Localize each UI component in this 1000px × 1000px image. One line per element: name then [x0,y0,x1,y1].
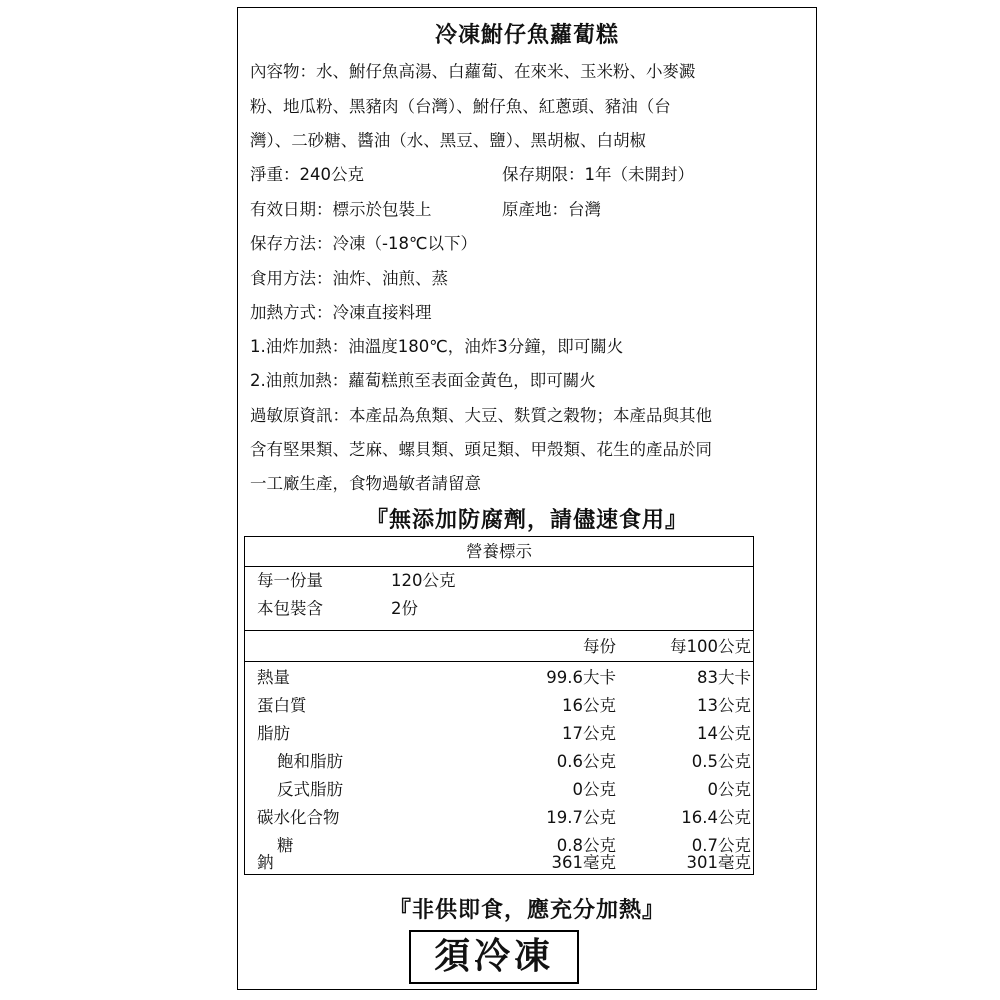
nutrient-name: 反式脂肪 [277,780,343,799]
nutrient-name: 蛋白質 [257,696,307,715]
nutrition-header: 營養標示 [245,537,753,567]
nutrient-per-serving: 19.7公克 [546,808,616,827]
per-100g-header: 每100公克 [670,637,751,656]
nutrient-per-100g: 301毫克 [686,853,751,872]
usage-method: 食用方法：油炸、油煎、蒸 [250,269,448,288]
nutrient-per-100g: 14公克 [697,724,751,743]
heating-method: 加熱方式：冷凍直接料理 [250,303,432,322]
servings-value: 2份 [391,599,418,618]
nutrition-table [244,536,754,875]
nutrient-per-serving: 361毫克 [551,853,616,872]
nutrient-per-100g: 83大卡 [697,668,751,687]
nutrient-row-trans-fat [245,776,753,804]
divider [245,630,753,631]
serving-size-row [245,567,753,595]
nutrient-per-serving: 0.6公克 [556,752,616,771]
nutrient-row-protein [245,692,753,720]
storage-method: 保存方法：冷凍（-18℃以下） [250,234,477,253]
nutrient-row-sodium [245,849,753,877]
product-label [237,7,817,990]
nutrient-name: 糖 [277,836,294,855]
serving-size-label: 每一份量 [257,571,323,590]
servings-label: 本包裝含 [257,599,323,618]
nutrient-per-serving: 17公克 [562,724,616,743]
no-preservative-slogan: 『無添加防腐劑，請儘速食用』 [365,508,688,533]
allergen-line-2: 含有堅果類、芝麻、螺貝類、頭足類、甲殼類、花生的產品於同 [250,440,712,459]
per-serving-header: 每份 [583,637,616,656]
nutrient-per-serving: 99.6大卡 [546,668,616,687]
allergen-line-3: 一工廠生產，食物過敏者請留意 [250,474,481,493]
nutrient-row-calories [245,664,753,692]
shelf-life: 保存期限：1年（未開封） [502,165,694,184]
keep-frozen-box: 須冷凍 [409,930,579,984]
nutrient-per-100g: 13公克 [697,696,751,715]
servings-row [245,595,753,623]
product-title: 冷凍鮒仔魚蘿蔔糕 [434,23,619,48]
divider [245,661,753,662]
column-header-row [245,633,753,661]
nutrient-name: 鈉 [257,853,274,872]
heat-before-eat-slogan: 『非供即食，應充分加熱』 [388,898,665,923]
nutrient-row-saturated-fat [245,748,753,776]
nutrient-per-serving: 0.8公克 [556,836,616,855]
ingredients-line-2: 粉、地瓜粉、黑豬肉（台灣）、鮒仔魚、紅蔥頭、豬油（台 [250,97,671,116]
ingredients-line-3: 灣）、二砂糖、醬油（水、黑豆、鹽）、黑胡椒、白胡椒 [250,131,646,150]
nutrient-per-100g: 16.4公克 [681,808,751,827]
nutrient-name: 脂肪 [257,724,290,743]
pan-fry-instruction: 2.油煎加熱：蘿蔔糕煎至表面金黃色，即可關火 [250,371,596,390]
nutrient-per-serving: 16公克 [562,696,616,715]
origin: 原產地：台灣 [502,200,601,219]
nutrient-row-carbohydrate [245,804,753,832]
frying-instruction: 1.油炸加熱：油溫度180℃，油炸3分鐘，即可關火 [250,337,624,356]
net-weight: 淨重：240公克 [250,165,364,184]
ingredients-line-1: 內容物：水、鮒仔魚高湯、白蘿蔔、在來米、玉米粉、小麥澱 [250,62,696,81]
nutrient-per-serving: 0公克 [572,780,616,799]
nutrient-name: 碳水化合物 [257,808,340,827]
nutrient-name: 熱量 [257,668,290,687]
nutrient-row-fat [245,720,753,748]
nutrient-per-100g: 0公克 [707,780,751,799]
expiry-date: 有效日期：標示於包裝上 [250,200,432,219]
allergen-line-1: 過敏原資訊：本產品為魚類、大豆、麩質之穀物；本產品與其他 [250,406,712,425]
nutrient-per-100g: 0.7公克 [691,836,751,855]
serving-size-value: 120公克 [391,571,456,590]
nutrient-name: 飽和脂肪 [277,752,343,771]
nutrient-per-100g: 0.5公克 [691,752,751,771]
